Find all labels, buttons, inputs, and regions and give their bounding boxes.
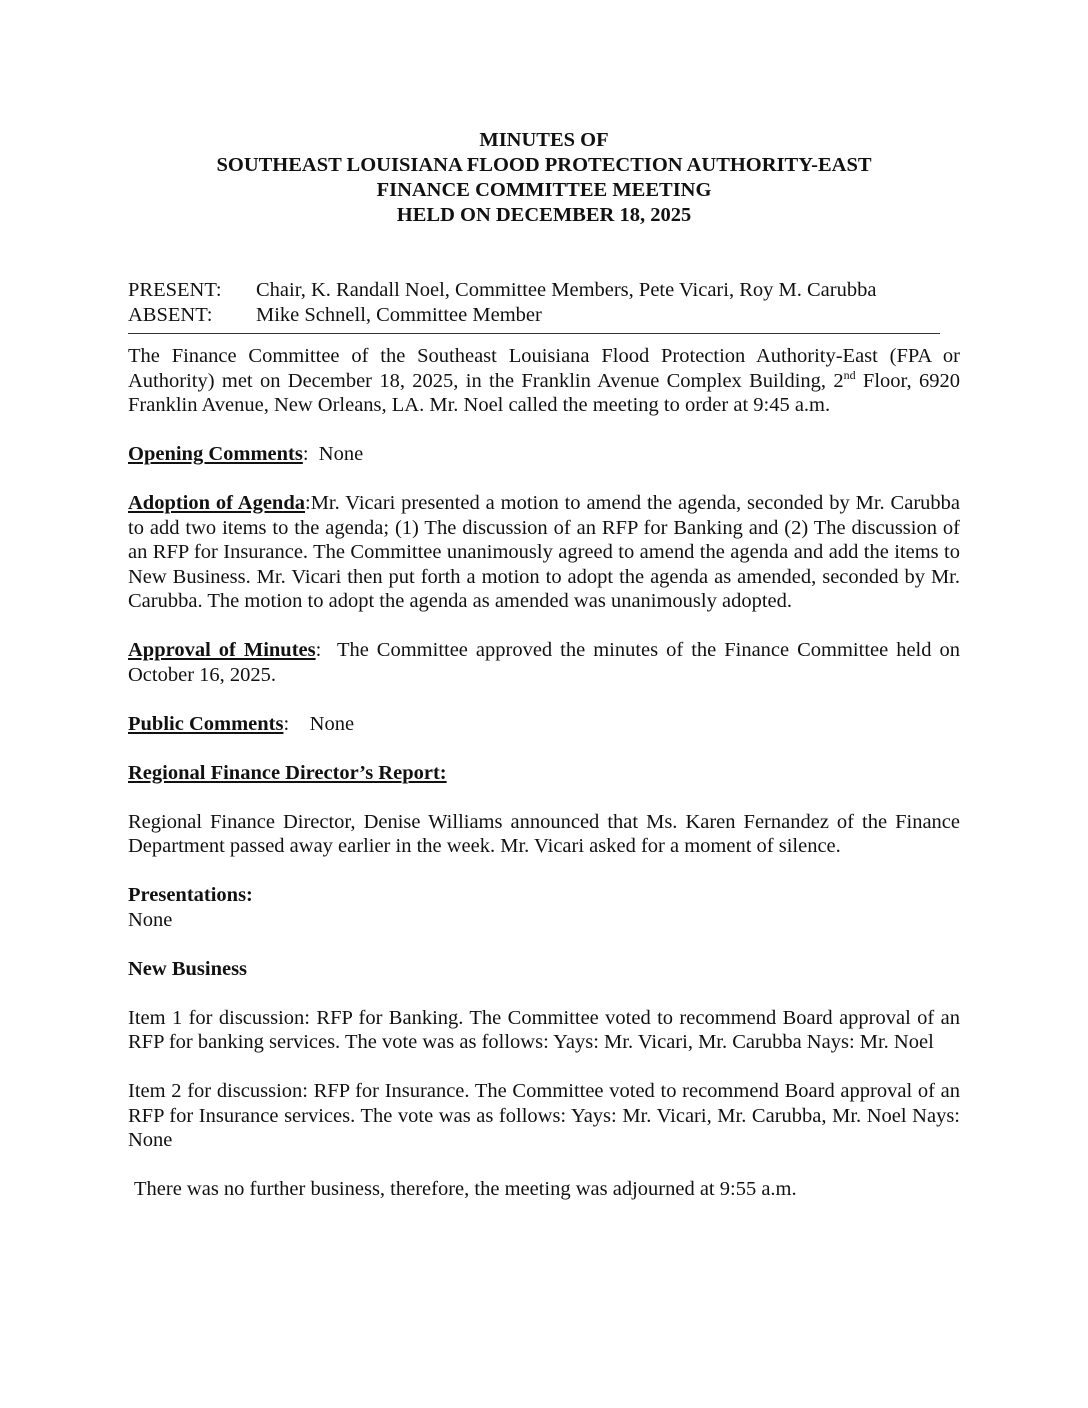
document-page [128, 128, 960, 1226]
public-comments-separator: : [283, 712, 310, 735]
intro-superscript: nd [843, 367, 856, 382]
attendance-block [128, 278, 960, 327]
adoption-of-agenda-heading: Adoption of Agenda [128, 492, 305, 514]
public-comments-body: None [309, 712, 355, 735]
title-line-4: HELD ON DECEMBER 18, 2025 [396, 204, 692, 226]
intro-text-1: The Finance Committee of the Southeast Louisiana Flood Protection Authority-East (FPA or Authority) met on December 18, 2025, in the Franklin Avenue Complex Building, 2 [128, 345, 960, 392]
present-row [128, 278, 960, 303]
director-report-body: Regional Finance Director, Denise Williams announced that Ms. Karen Fernandez of the Finance Department passed away earlier in the week. Mr. Vicari asked for a moment of silence. [128, 810, 960, 857]
adoption-of-agenda-section [128, 491, 960, 614]
title-line-1: MINUTES OF [479, 129, 609, 151]
present-label: PRESENT: [128, 279, 222, 301]
title-line-3: FINANCE COMMITTEE MEETING [376, 179, 712, 201]
document-title [128, 128, 960, 228]
intro-text-2: Floor, 6920 Franklin Avenue, New Orleans, LA. Mr. Noel called the meeting to order at 9:45 a.m. [128, 369, 960, 416]
new-business-item-2: Item 2 for discussion: RFP for Insurance. The Committee voted to recommend Board approval of an RFP for Insurance services. The vote was as follows: Yays: Mr. Vicari, Mr. Carubba, Mr. Noel Nays: None [128, 1080, 960, 1151]
adoption-of-agenda-body: Mr. Vicari presented a motion to amend the agenda, seconded by Mr. Carubba to add two items to the agenda; (1) The discussion of an RFP for Banking and (2) The discussion of an RFP for Insurance. The Committee unanimously agreed to amend the agenda and add the items to New Business. Mr. Vicari then put forth a motion to adopt the agenda as amended, seconded by Mr. Carubba. The motion to adopt the agenda as amended was unanimously adopted. [128, 492, 960, 612]
intro-paragraph [128, 344, 960, 418]
public-comments-heading: Public Comments [128, 712, 284, 735]
opening-comments-body: None [318, 443, 364, 465]
new-business-item-1: Item 1 for discussion: RFP for Banking. The Committee voted to recommend Board approval of an RFP for banking services. The vote was as follows: Yays: Mr. Vicari, Mr. Carubba Nays: Mr. Noel [128, 1006, 960, 1053]
absent-row [128, 303, 960, 328]
approval-of-minutes-section [128, 638, 960, 687]
presentations-section [128, 883, 960, 932]
divider-line [128, 333, 940, 334]
presentations-body: None [128, 908, 173, 931]
approval-of-minutes-body: The Committee approved the minutes of the Finance Committee held on October 16, 2025. [128, 639, 961, 686]
opening-comments-separator: : [302, 443, 319, 465]
approval-of-minutes-heading: Approval of Minutes [128, 639, 316, 661]
presentations-heading: Presentations: [128, 884, 253, 906]
new-business-heading: New Business [128, 957, 248, 980]
public-comments-section [128, 712, 960, 737]
title-line-2: SOUTHEAST LOUISIANA FLOOD PROTECTION AUTHORITY-EAST [216, 154, 872, 176]
opening-comments-heading: Opening Comments [128, 443, 303, 465]
opening-comments-section [128, 442, 960, 467]
director-report-heading: Regional Finance Director’s Report: [128, 761, 447, 784]
present-value: Chair, K. Randall Noel, Committee Members, Pete Vicari, Roy M. Carubba [256, 279, 877, 301]
absent-value: Mike Schnell, Committee Member [256, 303, 542, 326]
absent-label: ABSENT: [128, 303, 213, 326]
adoption-of-agenda-separator: : [305, 492, 311, 514]
adjournment-statement: There was no further business, therefore, the meeting was adjourned at 9:55 a.m. [134, 1178, 797, 1200]
approval-of-minutes-separator: : [315, 639, 337, 661]
